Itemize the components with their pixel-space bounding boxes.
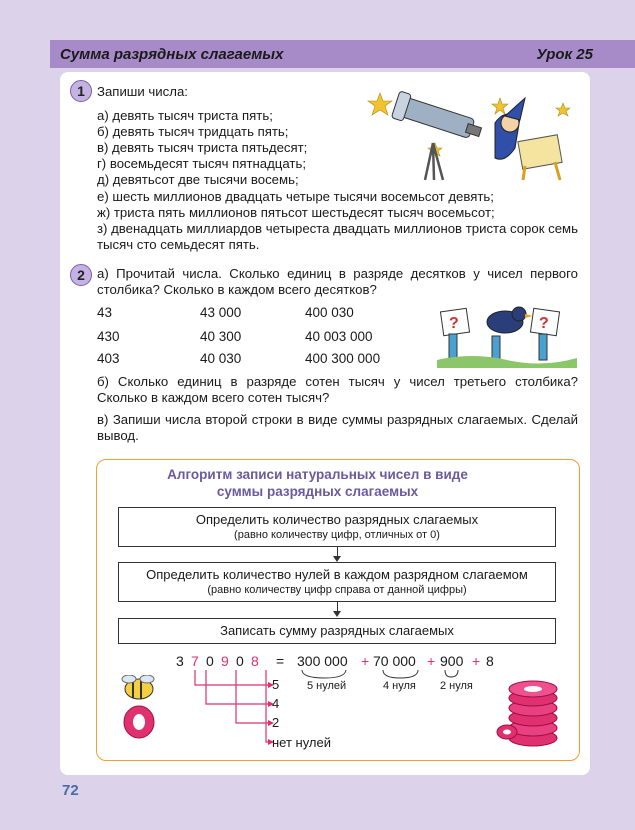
bee-illustration [115,675,165,743]
task-2-badge: 2 [70,264,92,286]
term: 70 000 [373,653,416,669]
algorithm-step-1 [118,507,556,547]
zeros-count: нет нулей [272,735,332,750]
star-icon [556,103,570,116]
task-1-badge: 1 [70,80,92,102]
zeros-count: 2 [272,715,280,730]
svg-text:?: ? [539,315,549,332]
page-number: 72 [62,782,79,799]
ring-stack-illustration [495,680,565,748]
task-2-part-b: б) Сколько единиц в разряде сотен тысяч у чисел третьего столбика? Сколько в каждом всего сотен тысяч? [97,374,578,406]
telescope-illustration [355,88,580,183]
step-2-main: Определить количество нулей в каждом разрядном слагаемом [146,567,528,582]
digit: 9 [221,653,229,669]
zeros-count: 4 [272,696,280,711]
equals-sign: = [276,653,285,669]
plus-sign: + [361,653,370,669]
table-cell: 40 003 000 [305,329,373,344]
task-1-item-b: б) девять тысяч тридцать пять; [97,124,289,139]
digit: 0 [236,653,244,669]
table-cell: 403 [97,351,120,366]
bird-signs-illustration [437,300,577,368]
digit: 0 [206,653,214,669]
zeros-count: 5 [272,677,280,692]
plus-sign: + [472,653,481,669]
task-1-item-a: а) девять тысяч триста пять; [97,108,273,123]
section-title: Сумма разрядных слагаемых [60,45,284,63]
zeros-label: 5 нулей [307,680,347,692]
task-1-item-h: з) двенадцать миллиардов четыреста двадцать миллионов триста сорок семь тысяч сто семьдесят пять. [97,221,578,253]
algorithm-step-2 [118,562,556,602]
algorithm-title [0,466,635,500]
zeros-label: 2 нуля [440,680,473,692]
task-1-intro: Запиши числа: [97,84,188,99]
digit: 7 [191,653,199,669]
algorithm-title-line-1: Алгоритм записи натуральных чисел в виде [167,467,468,482]
task-2-part-a: а) Прочитай числа. Сколько единиц в разряде десятков у чисел первого столбика? Сколько в каждом всего десятков? [97,266,578,298]
step-1-main: Определить количество разрядных слагаемых [195,512,479,527]
task-1-item-c: в) девять тысяч триста пятьдесят; [97,140,308,155]
table-cell: 40 300 [200,329,242,344]
algorithm-title-line-2: суммы разрядных слагаемых [216,484,419,499]
step-1-sub: (равно количеству цифр, отличных от 0) [234,529,440,541]
term: 900 [440,653,464,669]
table-cell: 40 030 [200,351,242,366]
svg-text:?: ? [449,315,459,332]
term: 8 [486,653,494,669]
digit-leader-lines [180,668,280,753]
task-1-item-f: е) шесть миллионов двадцать четыре тысячи восемьсот девять; [97,189,494,204]
table-cell: 43 [97,305,113,320]
task-1-item-e: д) девятьсот две тысячи восемь; [97,172,299,187]
task-1-item-g: ж) триста пять миллионов пятьсот шестьдесят тысяч восемьсот; [97,205,495,220]
step-3-main: Записать сумму разрядных слагаемых [220,623,454,638]
task-1-item-d: г) восемьдесят тысяч пятнадцать; [97,156,306,171]
digit: 8 [251,653,259,669]
table-cell: 400 300 000 [305,351,381,366]
lesson-number: Урок 25 [536,45,593,63]
step-2-sub: (равно количеству цифр справа от данной цифры) [207,584,467,596]
digit: 3 [176,653,184,669]
zeros-label: 4 нуля [383,680,416,692]
plus-sign: + [427,653,436,669]
table-cell: 400 030 [305,305,354,320]
down-arrow-icon [333,611,341,617]
star-icon [492,98,508,114]
task-2-part-c: в) Запиши числа второй строки в виде суммы разрядных слагаемых. Сделай вывод. [97,412,578,444]
star-icon [368,93,392,115]
lesson-header [50,40,635,68]
table-cell: 43 000 [200,305,242,320]
algorithm-step-3 [118,618,556,644]
term: 300 000 [297,653,348,669]
table-cell: 430 [97,329,120,344]
